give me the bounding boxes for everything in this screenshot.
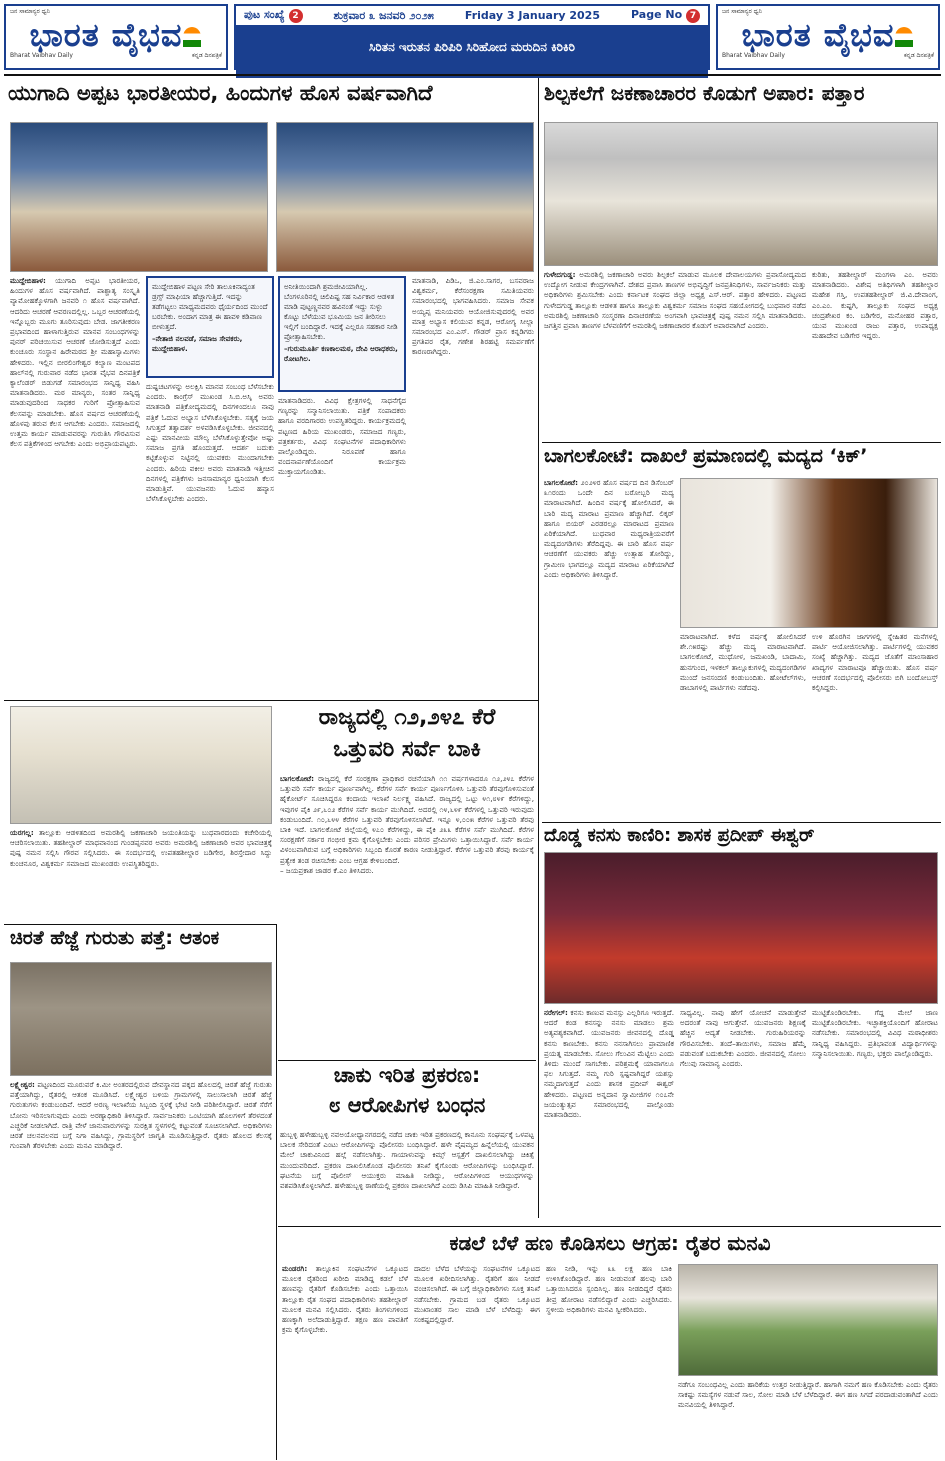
section-rule	[542, 822, 941, 823]
kadale-photo	[678, 1264, 938, 1376]
ugadi-body-col1	[10, 276, 140, 696]
dodda-body-col2-text: ಸಾಧ್ಯವಿಲ್ಲ. ನಾವು ಹೇಗೆ ಯೋಚನೆ ಮಾಡುತ್ತೇವೆ ಅದರಂತೆ ನಾವು ಆಗುತ್ತೇವೆ. ಯುವಜನರು ಶಿಕ್ಷಣಕ್ಕೆ ಹೆಚ್ಚಿನ ಆದ್ಯತೆ ನೀಡಬೇಕು. ಗುರುಹಿರಿಯರನ್ನು ಗೌರವಿಸಬೇಕು. ತಂದೆ–ತಾಯಿಗಳು, ಸಮಾಜ ಹೆಮ್ಮೆ ಪಡುವಂತೆ ಬದುಕಬೇಕು ಎಂದರು. ಜೀವನದಲ್ಲಿ ಸೋಲು ಗೆಲುವು ಸಾಮಾನ್ಯ ಎಂದರು.	[680, 1008, 806, 1069]
bagalkot-dateline: ಬಾಗಲಕೋಟೆ:	[544, 478, 579, 487]
dodda-headline: ದೊಡ್ಡ ಕನಸು ಕಾಣಿರಿ: ಶಾಸಕ ಪ್ರದೀಪ್ ಈಶ್ವರ್	[544, 825, 815, 846]
ugadi-quote-2	[278, 276, 406, 392]
shilpi-dateline: ಗುಳೇದಗುಡ್ಡ:	[544, 270, 576, 279]
kadale-body-col2-text: ದಾದಲ ಬೆಳೆದ ಬೆಳೆಯನ್ನು ಸಂಘಟನೆಗಳ ಒಕ್ಕೂಟದ ಮೂಲಕ ಖರೀದಿಸಲಾಗಿತ್ತು. ರೈತರಿಗೆ ಹಣ ನೀಡದೆ ವಂಚಿಸಲಾಗಿದೆ. ಈ ಬಗ್ಗೆ ಜಿಲ್ಲಾಧಿಕಾರಿಗಳು ಸೂಕ್ತ ತನಿಖೆ ನಡೆಸಬೇಕು. ಗ್ರಾಮದ ಬಡ ರೈತರು ಒಕ್ಕೂಟದ ಮುಖಾಂತರ ಸಾಲ ಮಾಡಿ ಬೆಳೆ ಬೆಳೆದಿದ್ದು ಈಗ ಸಂಕಷ್ಟದಲ್ಲಿದ್ದಾರೆ.	[414, 1264, 540, 1325]
ugadi-photo-2	[276, 122, 534, 272]
kadale-headline: ಕಡಲೆ ಬೆಳೆ ಹಣ ಕೊಡಿಸಲು ಆಗ್ರಹ: ರೈತರ ಮನವಿ	[449, 1231, 771, 1255]
kadale-body-col4	[678, 1380, 938, 1456]
logo-top-tag: ಜನ ಸಾಮಾನ್ಯರ ಧ್ವನಿ	[722, 8, 762, 15]
shilpi-body: ಅಮರಶಿಲ್ಪಿ ಜಕಣಾಚಾರಿ ಅವರು ಶಿಲ್ಪಕಲೆ ಮಾಡುವ ಮೂಲಕ ದೇವಾಲಯಗಳು ಪ್ರವಾಸೋದ್ಯಮದ ಉದ್ಯೋಗ ನೀಡುವ ಕೇಂದ್ರಗಳಾಗಿವೆ. ದೇಶದ ಪ್ರವಾಸಿ ತಾಣಗಳ ಅಭಿವೃದ್ಧಿಗೆ ಜನಪ್ರತಿನಿಧಿಗಳು, ಸಾರ್ವಜನಿಕರು ಮತ್ತು ಅಧಿಕಾರಿಗಳು ಶ್ರಮಿಸಬೇಕು ಎಂದು ಕರ್ನಾಟಕ ಸಂಘದ ಜಿಲ್ಲಾ ಅಧ್ಯಕ್ಷ ಎಸ್.ಆರ್. ಪತ್ತಾರ ಹೇಳಿದರು. ಪಟ್ಟಣದ ಗುಳೇದಗುಡ್ಡ ತಾಲ್ಲೂಕು ಆಡಳಿತ ಹಾಗೂ ತಾಲ್ಲೂಕು ವಿಶ್ವಕರ್ಮ ಸಮಾಜ ಸಂಘದ ಸಹಯೋಗದಲ್ಲಿ ಬುಧವಾರ ನಡೆದ ಅಮರಶಿಲ್ಪಿ ಜಕಣಾಚಾರಿ ಸಂಸ್ಮರಣಾ ದಿನಾಚರಣೆಯ ಅಂಗವಾಗಿ ಭಾವಚಿತ್ರಕ್ಕೆ ಪುಷ್ಪ ನಮನ ಸಲ್ಲಿಸಿ ಮಾತನಾಡಿದರು. ಜಗತ್ತಿನ ಪ್ರವಾಸಿ ತಾಣಗಳ ಬೆಳವಣಿಗೆಗೆ ಅಮರಶಿಲ್ಪಿ ಜಕಣಾಚಾರರ ಕೊಡುಗೆ ಅಪಾರವಾಗಿದೆ ಎಂದರು.	[544, 270, 806, 331]
flag-icon	[183, 27, 201, 47]
dodda-body-col1	[544, 1008, 674, 1222]
issue-number: 2	[289, 9, 303, 23]
chaku-body-text: ಹುಬ್ಬಳ್ಳಿ ಹಳೇಹುಬ್ಬಳ್ಳಿ ನವಅಯೋಧ್ಯಾನಗರದಲ್ಲಿ ನಡೆದ ಚಾಕು ಇರಿತ ಪ್ರಕರಣದಲ್ಲಿ ಕಾನೂನು ಸಂಘರ್ಷಕ್ಕೆ ಒಳಪಟ್ಟ ಬಾಲಕ ಸೇರಿದಂತೆ ಎಂಟು ಆರೋಪಿಗಳನ್ನು ಪೊಲೀಸರು ಬಂಧಿಸಿದ್ದಾರೆ. ಹಳೇ ವೈಷಮ್ಯದ ಹಿನ್ನೆಲೆಯಲ್ಲಿ ಯುವಕನ ಮೇಲೆ ಚಾಕುವಿನಿಂದ ಹಲ್ಲೆ ನಡೆಸಲಾಗಿತ್ತು. ಗಾಯಾಳುವನ್ನು ಕಿಮ್ಸ್ ಆಸ್ಪತ್ರೆಗೆ ದಾಖಲಿಸಲಾಗಿದ್ದು ಚಿಕಿತ್ಸೆ ಮುಂದುವರಿದಿದೆ. ಪ್ರಕರಣ ದಾಖಲಿಸಿಕೊಂಡ ಪೊಲೀಸರು ತನಿಖೆ ಕೈಗೊಂಡು ಆರೋಪಿಗಳನ್ನು ಬಂಧಿಸಿದ್ದಾರೆ. ಘಟನೆಯ ಬಗ್ಗೆ ಪೊಲೀಸ್ ಆಯುಕ್ತರು ಮಾಹಿತಿ ನೀಡಿದ್ದು, ಆರೋಪಿಗಳಿಂದ ಆಯುಧಗಳನ್ನು ವಶಪಡಿಸಿಕೊಳ್ಳಲಾಗಿದೆ. ಹಳೇಹುಬ್ಬಳ್ಳಿ ಠಾಣೆಯಲ್ಲಿ ಪ್ರಕರಣ ದಾಖಲಾಗಿದೆ ಎಂದು ಡಿಸಿಪಿ ಮಾಹಿತಿ ನೀಡಿದ್ದಾರೆ.	[280, 1130, 534, 1191]
yaragal-photo	[10, 706, 272, 824]
survey-sign: – ಜಯಪ್ರಕಾಶ ಜಾಡರ ಕೆ.ಎಂ ತಿಳಿಸಿದರು.	[280, 865, 374, 875]
masthead-tagline: ಸಿರಿತನ ಇರುತನ ಪಿರಿಪಿರಿ ಸಿರಿಹೋದ ಮರುದಿನ ಕಿರಿಕಿರಿ	[236, 26, 708, 78]
ugadi-quote-2-text: ಅನೀತಿಯಿಂದಾಗಿ ಶ್ರಮಜೀವಿಯಾಗಿಲ್ಲ. ಬೆಂಗಳೂರಿನಲ್ಲಿ ಚಿಲಿಪಿಷ್ಟ ಸಹ ನಿರ್ವಿಕಾರ ಆಡಳಿತ ಮಾಡಿ ಪುಟ್ಟಣ್ಣನವರ ಹವಿನಂತೆ ಇದ್ದು ಸುಳ್ಳು ಕೊಟ್ಟು ಬೆಳೆಯುವ ಭೂಮಿಯ ಜನ ತೀರಿಸಲು ಇಲ್ಲಿಗೆ ಬಂದಿದ್ದಾರೆ. ಇದಕ್ಕೆ ಎಲ್ಲರೂ ಸಹಕಾರ ನೀಡಿ ಪ್ರೋತ್ಸಾಹಿಸಬೇಕು.	[284, 282, 398, 341]
section-rule	[278, 1226, 941, 1227]
bagalkot-body-col2-text: ಮಾರಾಟವಾಗಿದೆ. ಕಳೆದ ವರ್ಷಕ್ಕೆ ಹೋಲಿಸಿದರೆ ಶೇ.೧೫ರಷ್ಟು ಹೆಚ್ಚು ಮದ್ಯ ಮಾರಾಟವಾಗಿದೆ. ಬಾಗಲಕೋಟೆ, ಮುಧೋಳ, ಜಮಖಂಡಿ, ಬಾದಾಮಿ, ಹುನಗುಂದ, ಇಳಕಲ್ ತಾಲ್ಲೂಕುಗಳಲ್ಲಿ ಮದ್ಯದಂಗಡಿಗಳ ಮುಂದೆ ಜನಸಂದಣಿ ಕಂಡುಬಂದಿತು. ಹೋಟೆಲ್‌ಗಳು, ಡಾಬಾಗಳಲ್ಲಿ ಪಾರ್ಟಿಗಳು ನಡೆದವು.	[680, 632, 806, 693]
yaragal-dateline: ಯರಗಲ್ಲ:	[10, 828, 34, 837]
kadale-body: ತಾಲ್ಲೂಕಿನ ಸಂಘಟನೆಗಳ ಒಕ್ಕೂಟದ ಮೂಲಕ ರೈತರಿಂದ ಖರೀದಿ ಮಾಡಿದ್ದ ಕಡಲೆ ಬೆಳೆ ಹಣವನ್ನು ರೈತರಿಗೆ ಕೊಡಿಸಬೇಕು ಎಂದು ಒತ್ತಾಯಿಸಿ ತಾಲ್ಲೂಕು ರೈತ ಸಂಘದ ಪದಾಧಿಕಾರಿಗಳು ತಹಶೀಲ್ದಾರ್ ಮೂಲಕ ಮನವಿ ಸಲ್ಲಿಸಿದರು. ರೈತರು ತಿಂಗಳುಗಳಿಂದ ಹಣಕ್ಕಾಗಿ ಅಲೆದಾಡುತ್ತಿದ್ದಾರೆ. ತಕ್ಷಣ ಹಣ ಪಾವತಿಗೆ ಕ್ರಮ ಕೈಗೊಳ್ಳಬೇಕು.	[282, 1264, 408, 1335]
logo-text: ಭಾರತ ವೈಭವ	[718, 18, 938, 52]
ugadi-body-col3	[278, 396, 406, 696]
shilpi-headline: ಶಿಲ್ಪಕಲೆಗೆ ಜಕಣಾಚಾರರ ಕೊಡುಗೆ ಅಪಾರ: ಪತ್ತಾರ	[544, 81, 865, 105]
ugadi-headline: ಯುಗಾದಿ ಅಪ್ಪಟ ಭಾರತೀಯರ, ಹಿಂದುಗಳ ಹೊಸ ವರ್ಷವಾಗಿದೆ	[8, 81, 433, 105]
page-number: 7	[686, 9, 700, 23]
chirate-body-text: ಪಟ್ಟಣದಿಂದ ಮೂರುವರೆ ಕಿ.ಮೀ ಅಂತರದಲ್ಲಿರುವ ದೇವಸ್ಥಾನದ ಪಕ್ಕದ ಹೊಲದಲ್ಲಿ ಚಿರತೆ ಹೆಜ್ಜೆ ಗುರುತು ಪತ್ತೆಯಾಗಿದ್ದು, ರೈತರಲ್ಲಿ ಆತಂಕ ಮೂಡಿಸಿದೆ. ಲಕ್ಷ್ಮೇಶ್ವರ ಬಳಿಯ ಗ್ರಾಮಗಳಲ್ಲಿ ಸಾಲುಸಾಲಾಗಿ ಚಿರತೆ ಹೆಜ್ಜೆ ಗುರುತುಗಳು ಕಂಡುಬಂದಿವೆ. ಆದರೆ ಅರಣ್ಯ ಇಲಾಖೆಯ ಸಿಬ್ಬಂದಿ ಸ್ಥಳಕ್ಕೆ ಭೇಟಿ ನೀಡಿ ಪರಿಶೀಲಿಸಿದ್ದಾರೆ. ಚಿರತೆ ಸೆರೆಗೆ ಬೋನು ಇರಿಸಲಾಗುವುದು ಎಂದು ಅರಣ್ಯಾಧಿಕಾರಿ ತಿಳಿಸಿದ್ದಾರೆ. ಸಾರ್ವಜನಿಕರು ಒಂಟಿಯಾಗಿ ಹೊಲಗಳಿಗೆ ತೆರಳದಂತೆ ಎಚ್ಚರಿಕೆ ನೀಡಲಾಗಿದೆ. ರಾತ್ರಿ ವೇಳೆ ಜಾನುವಾರುಗಳನ್ನು ಸುರಕ್ಷಿತ ಸ್ಥಳಗಳಲ್ಲಿ ಕಟ್ಟುವಂತೆ ಸೂಚಿಸಲಾಗಿದೆ. ಅಧಿಕಾರಿಗಳು ಚಿರತೆ ಚಲನವಲನದ ಬಗ್ಗೆ ನಿಗಾ ವಹಿಸಿದ್ದು, ಗ್ರಾಮಸ್ಥರಿಗೆ ಜಾಗೃತಿ ಮೂಡಿಸುತ್ತಿದ್ದಾರೆ. ರೈತರು ಹೊಲದ ಕೆಲಸಕ್ಕೆ ಗುಂಪಾಗಿ ತೆರಳಬೇಕು ಎಂದು ಮನವಿ ಮಾಡಿದ್ದಾರೆ.	[10, 1080, 272, 1151]
logo-top-tag: ಜನ ಸಾಮಾನ್ಯರ ಧ್ವನಿ	[10, 8, 50, 15]
logo-kannada-sub: ಕನ್ನಡ ದಿನಪತ್ರಿಕೆ	[191, 52, 222, 59]
section-rule	[278, 1060, 536, 1061]
bagalkot-body-col1	[544, 478, 674, 818]
date-english: Friday 3 January 2025	[464, 9, 600, 22]
logo-english: Bharat Vaibhav Daily	[722, 52, 785, 59]
bagalkot-headline: ಬಾಗಲಕೋಟೆ: ದಾಖಲೆ ಪ್ರಮಾಣದಲ್ಲಿ ಮದ್ಯದ ‘ಕಿಕ್’	[544, 445, 868, 467]
ugadi-body-col3-text: ಮಾತನಾಡಿದರು. ವಿವಿಧ ಕ್ಷೇತ್ರಗಳಲ್ಲಿ ಸಾಧನೆಗೈದ ಗಣ್ಯರನ್ನು ಸನ್ಮಾನಿಸಲಾಯಿತು. ಪತ್ರಿಕೆ ಸಂಪಾದಕರು ಹಾಗೂ ವರದಿಗಾರರು ಉಪಸ್ಥಿತರಿದ್ದರು. ಕಾರ್ಯಕ್ರಮದಲ್ಲಿ ಪಟ್ಟಣದ ಹಿರಿಯ ಮುಖಂಡರು, ಸಮಾಜದ ಗಣ್ಯರು, ಪತ್ರಕರ್ತರು, ವಿವಿಧ ಸಂಘಟನೆಗಳ ಪದಾಧಿಕಾರಿಗಳು ಪಾಲ್ಗೊಂಡಿದ್ದರು. ನಿರೂಪಣೆ ಹಾಗೂ ವಂದನಾರ್ಪಣೆಯೊಂದಿಗೆ ಕಾರ್ಯಕ್ರಮ ಮುಕ್ತಾಯಗೊಂಡಿತು.	[278, 396, 406, 477]
bagalkot-body-col3	[812, 632, 938, 818]
yaragal-caption	[10, 828, 272, 920]
vertical-divider	[276, 924, 277, 1460]
kadale-body-col1	[282, 1264, 408, 1456]
dodda-dateline: ನರೇಗಲ್:	[544, 1008, 568, 1017]
ugadi-body-col4-text: ಮಾತನಾಡಿ, ಪಿಡಿಒ, ಜಿ.ಎಂ.ಸಾಗರ, ಬಸವರಾಜ ವಿಶ್ವಕರ್ಮ, ಕೆರೆಸಂರಕ್ಷಣಾ ಸಮಿತಿಯವರು ಸಮಾರಂಭದಲ್ಲಿ ಭಾಗವಹಿಸಿದರು. ಸಮಾಜ ಸೇವಕ ಅಯ್ಯಪ್ಪ ಮನಿಯವರು ಆಯೋಜಿಸುವುದರಲ್ಲಿ ಅವರ ಮಾತ್ರ ಅಭ್ಯಾಸ ಕಲಿಯುವ ಕನ್ನಡ, ಆರೋಗ್ಯ ಸೀಲ್ಲಾ ಸಮಾರಂಭದ ಎಂ.ಎಸ್. ಗೌಡರ್ ಪ್ರಾಸ ಕನ್ನಡಿಗರು ಪ್ರಗತಿಪರ ರೈತ, ಗಣೇಶ ಶಿರಹಟ್ಟಿ ಸಮರ್ಪಣೆಗೆ ಕಾರಣರಾಗಿದ್ದರು.	[412, 276, 534, 357]
shilpi-body-col1	[544, 270, 806, 438]
chaku-headline-1: ಚಾಕು ಇರಿತ ಪ್ರಕರಣ:	[333, 1063, 481, 1087]
logo-kannada-sub: ಕನ್ನಡ ದಿನಪತ್ರಿಕೆ	[903, 52, 934, 59]
survey-body	[280, 774, 534, 1056]
chirate-body	[10, 1080, 272, 1456]
flag-icon	[895, 27, 913, 47]
bagalkot-body-col3-text: ಉಳಿ ಹೊರಗಿನ ಜಾಗಗಳಲ್ಲಿ ಸ್ನೇಹಿತರ ಮನೆಗಳಲ್ಲಿ ಪಾರ್ಟಿ ಆಯೋಜಿಸಲಾಗಿತ್ತು. ಪಾರ್ಟಿಗಳಲ್ಲಿ ಯುವಕರ ಸಂಖ್ಯೆ ಹೆಚ್ಚಾಗಿತ್ತು. ಮದ್ಯದ ಜೊತೆಗೆ ಮಾಂಸಾಹಾರ ಖಾದ್ಯಗಳ ಮಾರಾಟವೂ ಹೆಚ್ಚಾಯಿತು. ಹೊಸ ವರ್ಷ ಆಚರಣೆ ಸಂದರ್ಭದಲ್ಲಿ ಪೊಲೀಸರು ಬಿಗಿ ಬಂದೋಬಸ್ತ್ ಕಲ್ಪಿಸಿದ್ದರು.	[812, 632, 938, 693]
chaku-body	[280, 1130, 534, 1222]
kadale-dateline: ಮಂಡರಗಿ:	[282, 1264, 308, 1273]
section-rule	[542, 442, 941, 443]
survey-headline-2: ಒತ್ತುವರಿ ಸರ್ವೆ ಬಾಕಿ	[333, 737, 481, 762]
dodda-body: ಕನಸು ಕಾಣುವ ಮನಸ್ಸು ಎಲ್ಲರಿಗೂ ಇರುತ್ತದೆ. ಆದರೆ ಕಂಡ ಕನಸನ್ನು ನನಸು ಮಾಡಲು ಶ್ರಮ ಅತ್ಯವಶ್ಯಕವಾಗಿದೆ. ಯುವಜನರು ಜೀವನದಲ್ಲಿ ದೊಡ್ಡ ಕನಸು ಕಾಣಬೇಕು. ಕನಸು ನನಸಾಗಿಸಲು ಪ್ರಾಮಾಣಿಕ ಪ್ರಯತ್ನ ಮಾಡಬೇಕು. ಸೋಲು ಗೆಲುವಿನ ಮೆಟ್ಟಿಲು ಎಂದು ತಿಳಿದು ಮುಂದೆ ಸಾಗಬೇಕು. ಪರಿಶ್ರಮಕ್ಕೆ ಯಾವಾಗಲೂ ಫಲ ಸಿಗುತ್ತದೆ. ನಮ್ಮ ಗುರಿ ಸ್ಪಷ್ಟವಾಗಿದ್ದರೆ ಯಶಸ್ಸು ನಮ್ಮದಾಗುತ್ತದೆ ಎಂದು ಶಾಸಕ ಪ್ರದೀಪ್ ಈಶ್ವರ್ ಹೇಳಿದರು. ಪಟ್ಟಣದ ಅನ್ನದಾನ ಸ್ವಾಮೀಜಿಗಳ ೧೦೭ನೇ ಜಯಂತ್ಯುತ್ಸವ ಸಮಾರಂಭದಲ್ಲಿ ಪಾಲ್ಗೊಂಡು ಮಾತನಾಡಿದರು.	[544, 1008, 674, 1120]
masthead-center	[234, 4, 710, 70]
page-label: Page No	[631, 8, 683, 21]
ugadi-quote-1-text: ಮುದ್ದೇಬಿಹಾಳ ಪಟ್ಟಣ ಸೇರಿ ತಾಲೂಕಿನಾದ್ಯಂತ ಡ್ರಗ್ಸ್ ಮಾಫಿಯಾ ಹೆಚ್ಚಾಗುತ್ತಿದೆ. ಇದನ್ನು ತಡೆಗಟ್ಟಲು ಮಾಧ್ಯಮದವರು ಧೈರ್ಯದಿಂದ ಮುಂದೆ ಬರಬೇಕು. ಅಂದಾಗ ಮಾತ್ರ ಈ ಹಾವಳಿ ಕಡಿವಾಣ ಬೀಳುತ್ತದೆ.	[152, 282, 268, 331]
survey-headline-1: ರಾಜ್ಯದಲ್ಲಿ ೧೨,೨೪೭ ಕೆರೆ	[318, 705, 496, 730]
ugadi-dateline: ಮುದ್ದೇಬಿಹಾಳ:	[10, 276, 46, 285]
shilpi-body-col2	[812, 270, 938, 438]
issue-meta	[236, 6, 708, 26]
masthead-logo-left	[4, 4, 228, 70]
ugadi-photo-1	[10, 122, 268, 272]
dodda-body-col2	[680, 1008, 806, 1222]
chirate-headline: ಚಿರತೆ ಹೆಜ್ಜೆ ಗುರುತು ಪತ್ತೆ: ಆತಂಕ	[10, 927, 220, 949]
dodda-body-col3	[812, 1008, 938, 1222]
bagalkot-body-col2	[680, 632, 806, 818]
shilpi-body-col2-text: ಕುರಿತು, ತಹಶೀಲ್ದಾರ್ ಮಂಗಳಾ ಎಂ. ಅವರು ಮಾತನಾಡಿದರು. ವಿಶೇಷ ಅತಿಥಿಗಳಾಗಿ ತಹಶೀಲ್ದಾರ ಮಹೇಶ ಗಸ್ತಿ, ಉಪತಹಶೀಲ್ದಾರ್ ಜಿ.ವಿ.ದೇವಾಂಗ, ಎಂ.ಎಂ. ಕುಷ್ಟಗಿ, ತಾಲ್ಲೂಕು ಸಂಘದ ಅಧ್ಯಕ್ಷ ಚಂದ್ರಶೇಖರ ಕಂ. ಬಡಿಗೇರ, ಮನೋಹರ ಪತ್ತಾರ, ಯುವ ಮುಖಂಡ ರಾಜು ಪತ್ತಾರ, ಉಪಾಧ್ಯಕ್ಷ ಮಹಾದೇವ ಬಡಿಗೇರ ಇದ್ದರು.	[812, 270, 938, 341]
masthead-logo-right	[716, 4, 940, 70]
bagalkot-body: ೨೦೨೪ರ ಹೊಸ ವರ್ಷದ ದಿನ ಡಿಸೆಂಬರ್ ೩೧ರಂದು ಒಂದೇ ದಿನ ಬರೋಬ್ಬರಿ ಮದ್ಯ ಮಾರಾಟವಾಗಿದೆ. ಹಿಂದಿನ ವರ್ಷಕ್ಕೆ ಹೋಲಿಸಿದರೆ, ಈ ಬಾರಿ ಮದ್ಯ ಮಾರಾಟ ಪ್ರಮಾಣ ಹೆಚ್ಚಾಗಿದೆ. ಲಿಕ್ಕರ್ ಹಾಗೂ ಬಿಯರ್ ಎರಡರಲ್ಲೂ ಮಾರಾಟದ ಪ್ರಮಾಣ ಏರಿಕೆಯಾಗಿದೆ. ಬುಧವಾರ ಮಧ್ಯರಾತ್ರಿಯವರೆಗೆ ಮದ್ಯದಂಗಡಿಗಳು ತೆರೆದಿದ್ದವು. ಈ ಬಾರಿ ಹೊಸ ವರ್ಷ ಆಚರಣೆಗೆ ಯುವಕರು ಹೆಚ್ಚು ಉತ್ಸಾಹ ತೋರಿದ್ದು, ಗ್ರಾಮೀಣ ಭಾಗದಲ್ಲೂ ಮದ್ಯದ ಮಾರಾಟ ಏರಿಕೆಯಾಗಿದೆ ಎಂದು ಅಧಿಕಾರಿಗಳು ತಿಳಿಸಿದ್ದಾರೆ.	[544, 478, 674, 579]
ugadi-quote-1	[146, 276, 274, 378]
kadale-body-col3-text: ಹಣ ನೀಡಿ, ಇನ್ನು ೩೩ ಲಕ್ಷ ಹಣ ಬಾಕಿ ಉಳಿಸಿಕೊಂಡಿದ್ದಾರೆ. ಹಣ ನೀಡುವಂತೆ ಹಲವು ಬಾರಿ ಒತ್ತಾಯಿಸಿದರೂ ಸ್ಪಂದಿಸಿಲ್ಲ. ಹಣ ನೀಡದಿದ್ದರೆ ರೈತರು ತೀವ್ರ ಹೋರಾಟ ನಡೆಸಲಿದ್ದಾರೆ ಎಂದು ಎಚ್ಚರಿಸಿದರು. ಸ್ಥಳೀಯ ಅಧಿಕಾರಿಗಳು ಮನವಿ ಸ್ವೀಕರಿಸಿದರು.	[546, 1264, 672, 1314]
ugadi-body-col2	[146, 382, 274, 696]
issue-label: ಪುಟ ಸಂಖ್ಯೆ	[244, 8, 285, 21]
vertical-divider	[538, 78, 539, 1218]
date-kannada: ಶುಕ್ರವಾರ ೩ ಜನವರಿ ೨೦೨೫	[333, 8, 434, 22]
bagalkot-photo	[680, 478, 938, 628]
kadale-body-col3	[546, 1264, 672, 1456]
chaku-headline-2: ೮ ಆರೋಪಿಗಳ ಬಂಧನ	[328, 1093, 486, 1117]
kadale-body-col2	[414, 1264, 540, 1456]
masthead-rule	[4, 74, 941, 76]
dodda-body-col3-text: ಮುಟ್ಟಿಕೊಂಡಿರಬೇಕು. ಗೆದ್ದ ಮೇಲೆ ಜಾಣ ಮುಟ್ಟಿಕೊಂಡಿರಬೇಕು. ಇಚ್ಛಾಶಕ್ತಿಯೊಂದಿಗೆ ಹೋರಾಟ ನಡೆಸಬೇಕು. ಸಮಾರಂಭದಲ್ಲಿ ವಿವಿಧ ಮಠಾಧೀಶರು ಸಾನ್ನಿಧ್ಯ ವಹಿಸಿದ್ದರು. ಪ್ರತಿಭಾವಂತ ವಿದ್ಯಾರ್ಥಿಗಳನ್ನು ಸನ್ಮಾನಿಸಲಾಯಿತು. ಗಣ್ಯರು, ಭಕ್ತರು ಪಾಲ್ಗೊಂಡಿದ್ದರು.	[812, 1008, 938, 1058]
ugadi-body-col2-text: ದುಷ್ಟಚಟಗಳನ್ನು ಅಲಕ್ಷಿಸಿ ಮಾನವ ಸಂಬಂಧ ಬೆಳೆಸಬೇಕು ಎಂದರು. ಕಾಂಗ್ರೆಸ್ ಮುಖಂಡ ಸಿ.ಬಿ.ಅಸ್ಕಿ ಅವರು ಮಾತನಾಡಿ ಪತ್ರಿಕೋದ್ಯಮದಲ್ಲಿ ದಿನಗಳಿಂದಲೂ ನಾವು ಪತ್ರಿಕೆ ಓದುವ ಅಭ್ಯಾಸ ಬೆಳೆಸಿಕೊಳ್ಳಬೇಕು. ಸತ್ಯಕ್ಕೆ ಜಯ ಸಿಗುತ್ತದೆ ತತ್ವಾದರ್ಶ ಅಳವಡಿಸಿಕೊಳ್ಳಬೇಕು. ಜೀವನದಲ್ಲಿ ಎಷ್ಟು ಮಾನವೀಯ ಮೌಲ್ಯ ಬೆಳೆಸಿಕೊಳ್ಳುತ್ತೇವೋ ಅಷ್ಟು ಸಮಾಜ ಪ್ರಗತಿ ಹೊಂದುತ್ತದೆ. ಆದರ್ಶ ಬದುಕು ಕಟ್ಟಿಕೊಳ್ಳುವ ನಿಟ್ಟಿನಲ್ಲಿ ಯುವಕರು ಮುಂದಾಗಬೇಕು ಎಂದರು. ಹಿರಿಯ ವಕೀಲ ಅವರು ಮಾತನಾಡಿ ಇತ್ತೀಚಿನ ದಿನಗಳಲ್ಲಿ ಪತ್ರಿಕೆಗಳು ಜನಸಾಮಾನ್ಯರ ಧ್ವನಿಯಾಗಿ ಕೆಲಸ ಮಾಡುತ್ತಿವೆ. ಯುವಜನರು ಓದುವ ಹವ್ಯಾಸ ಬೆಳೆಸಿಕೊಳ್ಳಬೇಕು ಎಂದರು.	[146, 382, 274, 504]
ugadi-body-col4	[412, 276, 534, 696]
dodda-photo	[544, 852, 938, 1004]
chirate-photo	[10, 962, 272, 1076]
survey-body-text: ರಾಜ್ಯದಲ್ಲಿ ಕೆರೆ ಸಂರಕ್ಷಣಾ ಪ್ರಾಧಿಕಾರ ರಚನೆಯಾಗಿ ೧೧ ವರ್ಷಗಳಾದರೂ ೧೨,೨೪೭ ಕೆರೆಗಳ ಒತ್ತುವರಿ ಸರ್ವೆ ಕಾರ್ಯ ಪೂರ್ಣವಾಗಿಲ್ಲ. ಕೆರೆಗಳ ಸರ್ವೆ ಕಾರ್ಯ ಪೂರ್ಣಗೊಳಿಸಿ ಒತ್ತುವರಿ ತೆರವುಗೊಳಿಸುವಂತೆ ಹೈಕೋರ್ಟ್ ಸೂಚಿಸಿದ್ದರೂ ಕಂದಾಯ ಇಲಾಖೆ ನಿರ್ಲಕ್ಷ್ಯ ವಹಿಸಿದೆ. ರಾಜ್ಯದಲ್ಲಿ ಒಟ್ಟು ೪೧,೮೪೯ ಕೆರೆಗಳಿದ್ದು, ಇವುಗಳ ಪೈಕಿ ೨೯,೬೦೨ ಕೆರೆಗಳ ಸರ್ವೆ ಕಾರ್ಯ ಮುಗಿದಿದೆ. ಅದರಲ್ಲಿ ೧೪,೬೪೯ ಕೆರೆಗಳಲ್ಲಿ ಒತ್ತುವರಿ ಇರುವುದು ಕಂಡುಬಂದಿದೆ. ೧೦,೬೪೪ ಕೆರೆಗಳ ಒತ್ತುವರಿ ತೆರವುಗೊಳಿಸಲಾಗಿದೆ. ಇನ್ನೂ ೪,೦೦೫ ಕೆರೆಗಳ ಒತ್ತುವರಿ ತೆರವು ಬಾಕಿ ಇದೆ. ಬಾಗಲಕೋಟೆ ಜಿಲ್ಲೆಯಲ್ಲಿ ೪೭೦ ಕೆರೆಗಳಿದ್ದು, ಈ ಪೈಕಿ ೨೩೩ ಕೆರೆಗಳ ಸರ್ವೆ ಮುಗಿದಿದೆ. ಕೆರೆಗಳ ಸಂರಕ್ಷಣೆಗೆ ಸರ್ಕಾರ ಗಂಭೀರ ಕ್ರಮ ಕೈಗೊಳ್ಳಬೇಕು ಎಂದು ಪರಿಸರ ಪ್ರೇಮಿಗಳು ಒತ್ತಾಯಿಸಿದ್ದಾರೆ. ಸರ್ವೆ ಕಾರ್ಯ ವಿಳಂಬವಾಗಿರುವ ಬಗ್ಗೆ ಅಧಿಕಾರಿಗಳು ಸಿಬ್ಬಂದಿ ಕೊರತೆ ಕಾರಣ ನೀಡುತ್ತಿದ್ದಾರೆ. ಕೆರೆಗಳ ಒತ್ತುವರಿ ತೆರವು ಕಾರ್ಯಕ್ಕೆ ಪ್ರತ್ಯೇಕ ತಂಡ ರಚಿಸಬೇಕು ಎಂಬ ಆಗ್ರಹ ಕೇಳಿಬಂದಿದೆ.	[280, 774, 534, 865]
section-rule	[4, 700, 538, 701]
section-rule	[4, 924, 276, 925]
chirate-dateline: ಲಕ್ಷ್ಮೇಶ್ವರ:	[10, 1080, 35, 1089]
ugadi-quote-2-sign: –ಗುರುಮೂರ್ತಿ ಕಣಕಾಲಮಠ, ದೇವಿ ಆರಾಧಕರು, ರೋಟಗಿಲ.	[284, 344, 398, 363]
ugadi-quote-1-sign: –ನೇತಾಜಿ ನಲವಡೆ, ಸಮಾಜ ಸೇವಕರು, ಮುದ್ದೇಬಿಹಾಳ.	[152, 334, 243, 353]
survey-dateline: ಬಾಗಲಕೋಟೆ:	[280, 774, 315, 783]
yaragal-caption-text: ತಾಲ್ಲೂಕು ಆಡಳಿತದಿಂದ ಅಮರಶಿಲ್ಪಿ ಜಕಣಾಚಾರಿ ಜಯಂತಿಯನ್ನು ಬುಧವಾರದಂದು ಕಚೇರಿಯಲ್ಲಿ ಆಚರಿಸಲಾಯಿತು. ತಹಶೀಲ್ದಾರ್ ಮಾಧವಾನಂದ ಗುಂಡಪ್ಪನವರ ಅವರು ಅಮರಶಿಲ್ಪಿ ಜಕಣಾಚಾರಿ ಅವರ ಭಾವಚಿತ್ರಕ್ಕೆ ಪುಷ್ಪ ನಮನ ಸಲ್ಲಿಸಿ ಗೌರವ ಸಲ್ಲಿಸಿದರು. ಈ ಸಂದರ್ಭದಲ್ಲಿ ಉಪತಹಶೀಲ್ದಾರ ಬಡಿಗೇರ, ಶಿರಸ್ತೇದಾರ ಸಿದ್ದು ಕುಂಚನೂರ, ವಿಶ್ವಕರ್ಮ ಸಮಾಜದ ಮುಖಂಡರು ಉಪಸ್ಥಿತರಿದ್ದರು.	[10, 828, 272, 868]
shilpi-photo	[544, 122, 938, 266]
logo-text: ಭಾರತ ವೈಭವ	[6, 18, 226, 52]
logo-english: Bharat Vaibhav Daily	[10, 52, 73, 59]
kadale-body-col4-text: ನಡೆಗೂ ಸಂಬಂಧವಿಲ್ಲ ಎಂದು ಹಾರಿಕೆಯ ಉತ್ತರ ನೀಡುತ್ತಿದ್ದಾರೆ. ಹಾಗಾಗಿ ನಮಗೆ ಹಣ ಕೊಡಿಸಬೇಕು ಎಂದು ರೈತರು ಸಾಕಷ್ಟು ಸಮಸ್ಯೆಗಳ ನಡುವೆ ಸಾಲ, ಸೋಲ ಮಾಡಿ ಬೆಳೆ ಬೆಳೆದಿದ್ದಾರೆ. ಈಗ ಹಣ ಸಿಗದೆ ಪರದಾಡುವಂತಾಗಿದೆ ಎಂದು ಮನವಿಯಲ್ಲಿ ತಿಳಿಸಿದ್ದಾರೆ.	[678, 1380, 938, 1410]
ugadi-body: ಯುಗಾದಿ ಅಪ್ಪಟ ಭಾರತೀಯರ, ಹಿಂದುಗಳ ಹೊಸ ವರ್ಷವಾಗಿದೆ. ಪಾಶ್ಚಾತ್ಯ ಸಂಸ್ಕೃತಿ ವ್ಯಾಮೋಹಕ್ಕೊಳಗಾಗಿ ಜನವರಿ ೧ ಹೊಸ ವರ್ಷವಾಗಿದೆ. ಆದರಿದು ಆಚರಣೆ ಆವರಣದಲ್ಲಿಲ್ಲ. ಒಬ್ಬರ ಆಚರಣೆಯಲ್ಲಿ ಇನ್ನೊಬ್ಬರು ಮೂಗು ತೂರಿಸುವುದು ಬೇಡ. ಜಾಗತೀಕರಣ ಪ್ರಭಾವದಿಂದ ಹಾಳಾಗುತ್ತಿರುವ ಮಾನವ ಸಂಬಂಧಗಳನ್ನು ಪುನರ್ ಪರಿಚಯಿಸುವ ಆಚರಣೆ ಜೋಡಿಸುತ್ತದೆ ಎಂದು ಕುಂಚೂರು ಸಂಸ್ಥಾನ ಹಿರೇಮಠದ ಶ್ರೀ ಮಹಾಸ್ವಾಮಿಗಳು ಹೇಳಿದರು. ಇಲ್ಲಿನ ಬೀರಲಿಂಗೇಶ್ವರ ಕಲ್ಯಾಣ ಮಂಟಪದ ಹಾಲ್‌ನಲ್ಲಿ ಗುರುವಾರ ನಡೆದ ಭಾರತ ವೈಭವ ದಿನಪತ್ರಿಕೆ ಕ್ಯಾಲೆಂಡರ್ ಬಿಡುಗಡೆ ಸಮಾರಂಭದ ಸಾನ್ನಿಧ್ಯ ವಹಿಸಿ ಮಾತನಾಡಿದರು. ಮಠ ಮಾನ್ಯರು, ಸಂತರ ಸಾನ್ನಿಧ್ಯ ಮಾಡುವುದರಿಂದ ಸಾಧಕರ ಗುರಿಗೆ ಪ್ರೋತ್ಸಾಹಿಸುವ ಕೆಲಸವನ್ನು ಮಾಡಬೇಕು. ಹೊಸ ವರ್ಷದ ಆಚರಣೆಯಲ್ಲಿ ಹೊಳಪು ತರುವ ಕೆಲಸ ಆಗಬೇಕು ಎಂದರು. ಸಮಾಜದಲ್ಲಿ ಉತ್ತಮ ಕಾರ್ಯ ಮಾಡುವವರನ್ನು ಗುರುತಿಸಿ ಗೌರವಿಸುವ ಕೆಲಸ ಪತ್ರಿಕೆಗಳಿಂದ ಆಗಬೇಕು ಎಂದು ಅಭಿಪ್ರಾಯಪಟ್ಟರು.	[10, 276, 140, 449]
